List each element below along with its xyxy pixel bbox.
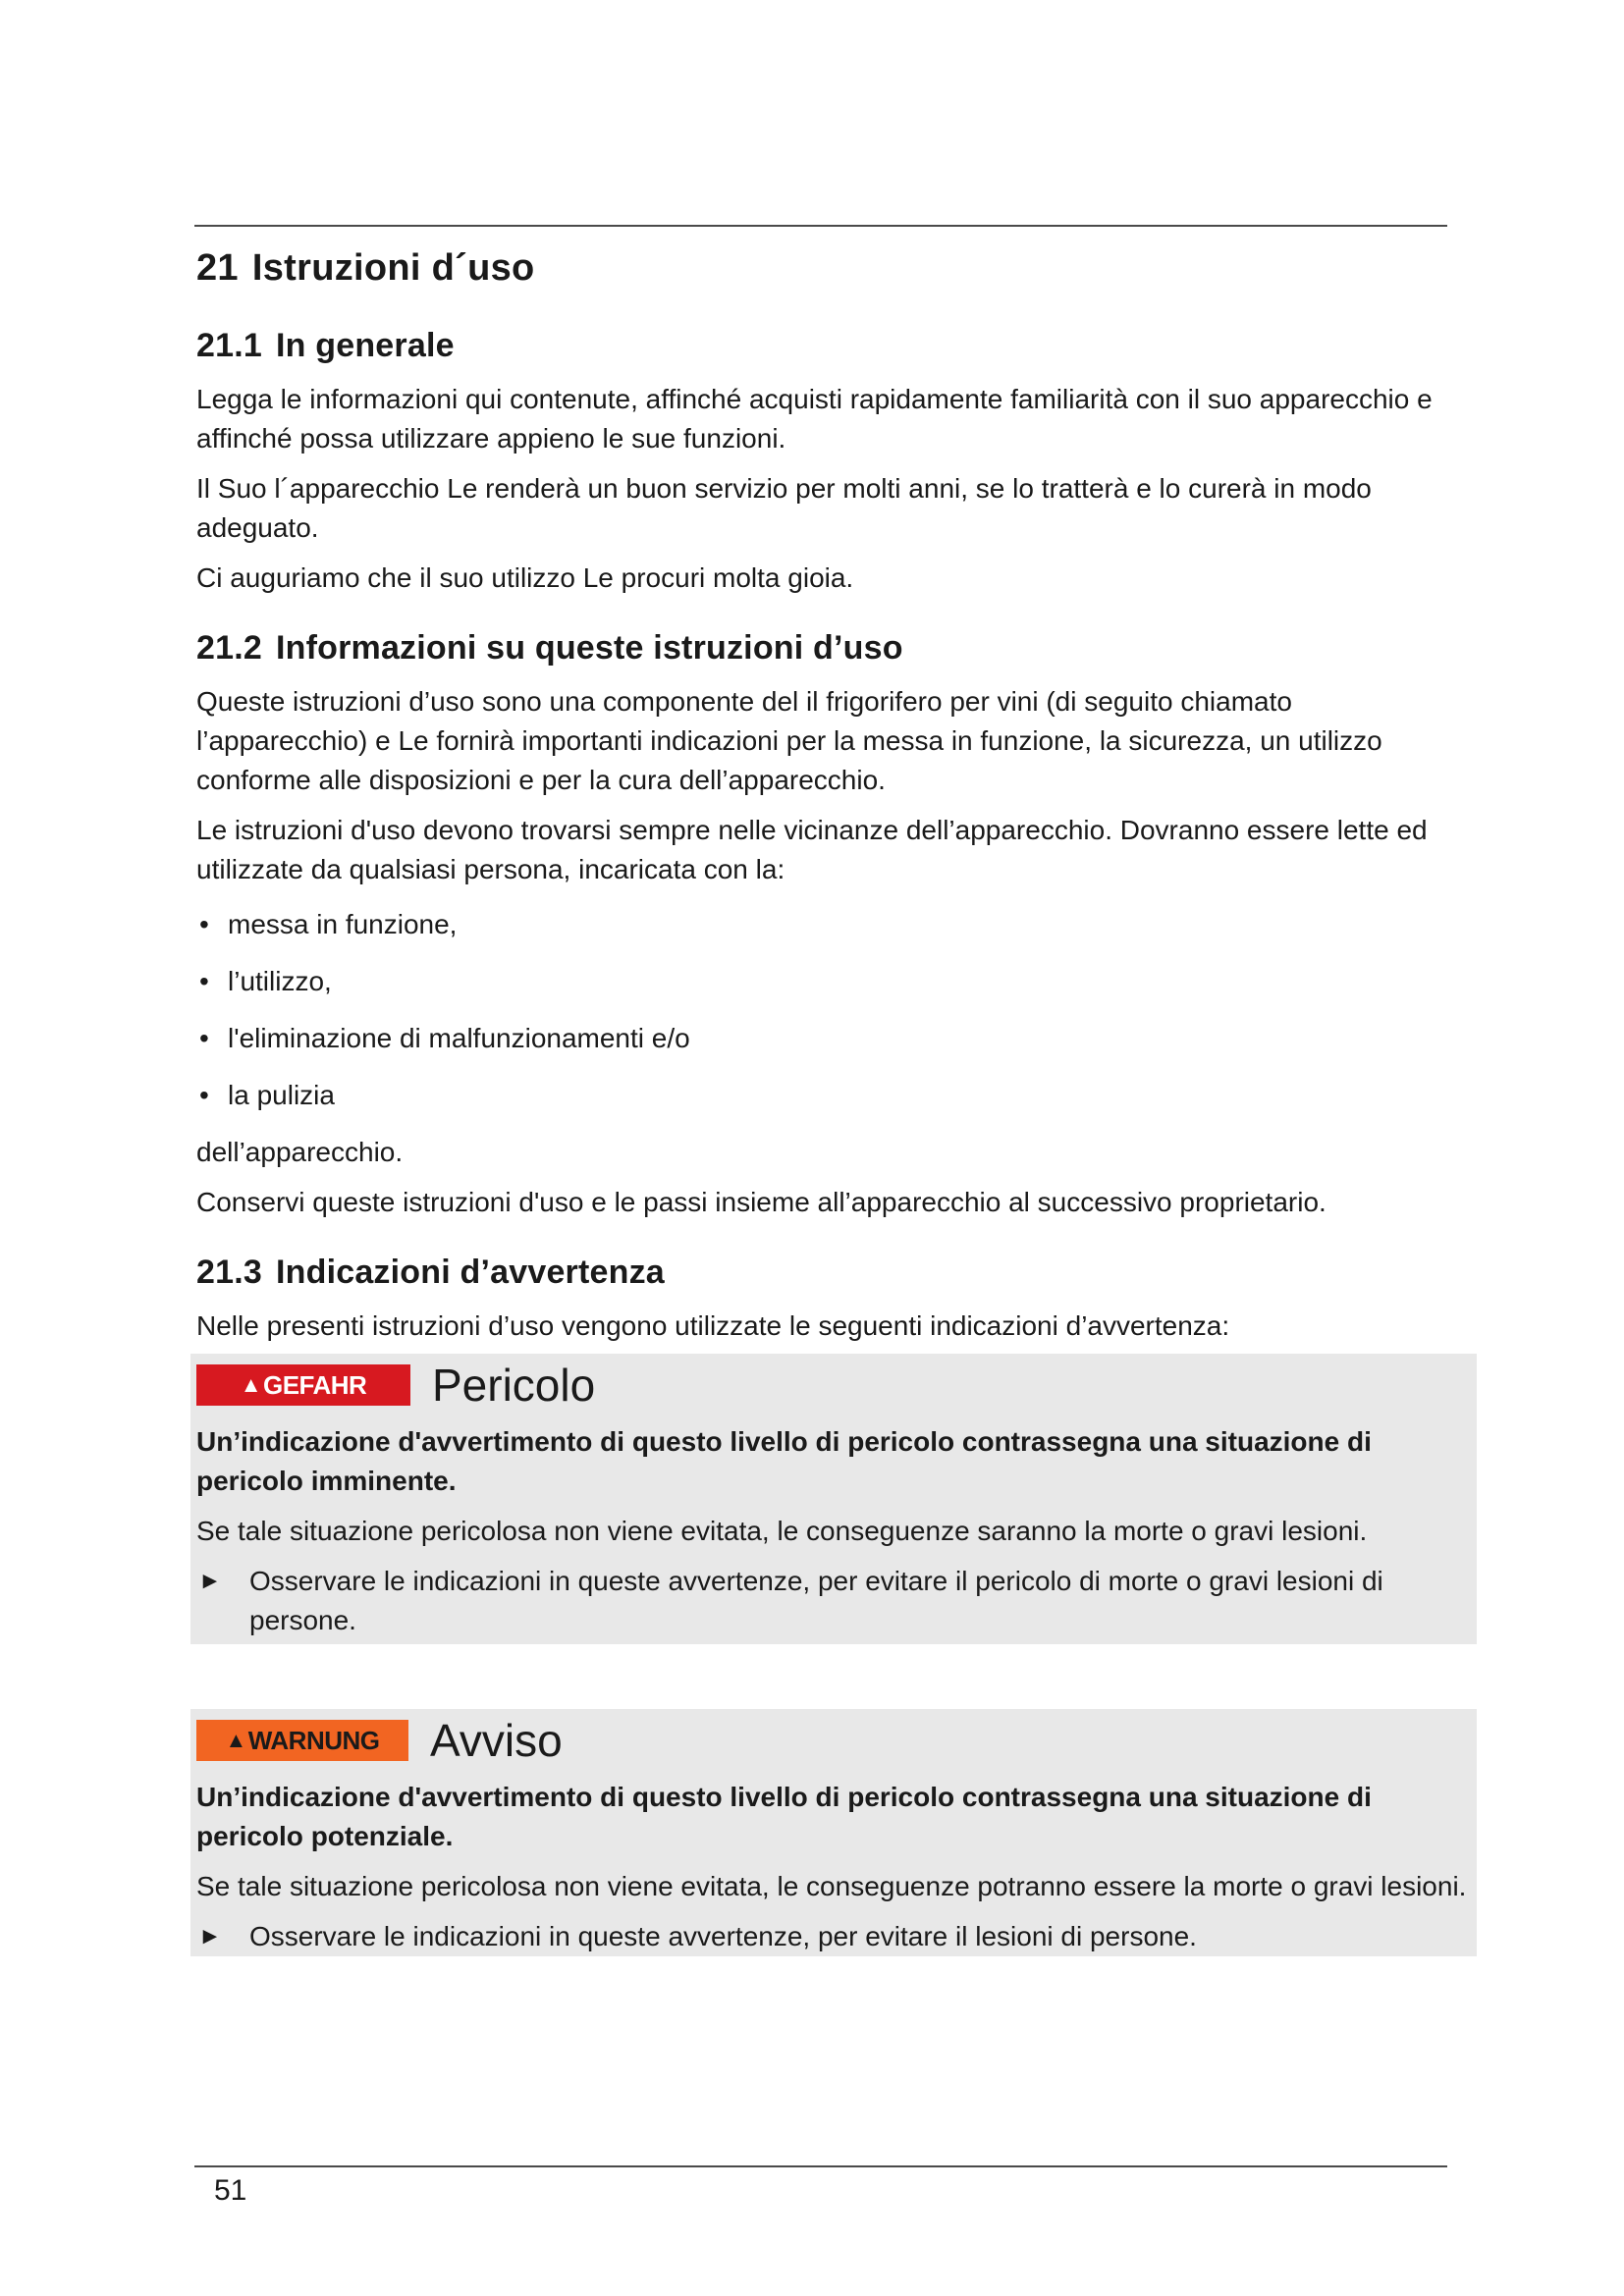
danger-text: Se tale situazione pericolosa non viene evitata, le conseguenze saranno la morte o gravi lesioni. <box>196 1516 1368 1546</box>
page-number: 51 <box>214 2174 247 2207</box>
section-title: Informazioni su queste istruzioni d’uso <box>275 629 903 667</box>
warning-action <box>196 1917 1477 1956</box>
paragraph: Ci auguriamo che il suo utilizzo Le procuri molta gioia. <box>196 562 854 593</box>
page-content <box>196 247 1467 1956</box>
warning-badge-label: WARNUNG <box>247 1725 380 1755</box>
paragraph: Le istruzioni d'uso devono trovarsi sempre nelle vicinanze dell’apparecchio. Dovranno essere lette ed utilizzate da qualsiasi persona, incaricata con la: <box>196 815 1428 884</box>
list-item <box>196 1076 1463 1115</box>
warning-bold-text: Un’indicazione d'avvertimento di questo livello di pericolo contrassegna una situazione di pericolo potenziale. <box>196 1782 1372 1851</box>
warning-triangle-icon: ▲ <box>225 1728 246 1752</box>
danger-action <box>196 1562 1477 1640</box>
footer-rule <box>194 2165 1447 2167</box>
chapter-title-text: Istruzioni d´uso <box>251 247 535 289</box>
section-heading-21-3 <box>196 1254 1463 1292</box>
list-item <box>196 1019 1463 1058</box>
section-heading-21-2 <box>196 629 1463 667</box>
bullet-icon: • <box>199 1023 209 1053</box>
chapter-title <box>196 247 1463 290</box>
danger-title: Pericolo <box>432 1360 596 1411</box>
danger-box <box>190 1354 1477 1644</box>
warning-action-text: Osservare le indicazioni in queste avvertenze, per evitare il lesioni di persone. <box>249 1921 1197 1951</box>
danger-badge <box>196 1364 410 1406</box>
section-heading-21-1 <box>196 327 1463 365</box>
paragraph: Nelle presenti istruzioni d’uso vengono utilizzate le seguenti indicazioni d’avvertenza: <box>196 1310 1230 1341</box>
section-title: In generale <box>275 327 455 364</box>
bullet-icon: • <box>199 1080 209 1110</box>
danger-badge-label: GEFAHR <box>262 1369 367 1400</box>
bullet-icon: • <box>199 909 209 939</box>
bullet-list <box>196 905 1463 1115</box>
danger-bold-text: Un’indicazione d'avvertimento di questo livello di pericolo contrassegna una situazione di pericolo imminente. <box>196 1426 1372 1496</box>
header-rule <box>194 225 1447 227</box>
paragraph: Queste istruzioni d’uso sono una componente del il frigorifero per vini (di seguito chiamato l’apparecchio) e Le fornirà importanti indicazioni per la messa in funzione, la sicurezza, un utilizzo conforme alle disposizioni e per la cura dell’apparecchio. <box>196 686 1382 795</box>
warning-title: Avviso <box>430 1715 563 1766</box>
list-item <box>196 962 1463 1001</box>
arrow-right-icon: ► <box>198 1568 222 1594</box>
chapter-number: 21 <box>196 247 239 289</box>
paragraph: dell’apparecchio. <box>196 1137 404 1167</box>
section-number: 21.2 <box>196 629 262 667</box>
section-title: Indicazioni d’avvertenza <box>275 1254 665 1291</box>
section-number: 21.3 <box>196 1254 262 1291</box>
paragraph: Legga le informazioni qui contenute, affinché acquisti rapidamente familiarità con il suo apparecchio e affinché possa utilizzare appieno le sue funzioni. <box>196 384 1433 454</box>
section-number: 21.1 <box>196 327 262 364</box>
list-item-text: la pulizia <box>228 1080 335 1110</box>
paragraph: Il Suo l´apparecchio Le renderà un buon servizio per molti anni, se lo tratterà e lo curerà in modo adeguato. <box>196 473 1372 543</box>
warning-badge <box>196 1720 408 1761</box>
list-item <box>196 905 1463 944</box>
warning-header <box>196 1709 1477 1772</box>
warning-text: Se tale situazione pericolosa non viene evitata, le conseguenze potranno essere la morte o gravi lesioni. <box>196 1871 1467 1901</box>
list-item-text: l’utilizzo, <box>228 966 332 996</box>
arrow-right-icon: ► <box>198 1923 222 1949</box>
warning-triangle-icon: ▲ <box>240 1372 261 1397</box>
warning-box <box>190 1709 1477 1956</box>
danger-header <box>196 1354 1477 1416</box>
bullet-icon: • <box>199 966 209 996</box>
list-item-text: l'eliminazione di malfunzionamenti e/o <box>228 1023 690 1053</box>
danger-action-text: Osservare le indicazioni in queste avvertenze, per evitare il pericolo di morte o gravi lesioni di persone. <box>249 1566 1383 1635</box>
paragraph: Conservi queste istruzioni d'uso e le passi insieme all’apparecchio al successivo proprietario. <box>196 1187 1326 1217</box>
list-item-text: messa in funzione, <box>228 909 458 939</box>
